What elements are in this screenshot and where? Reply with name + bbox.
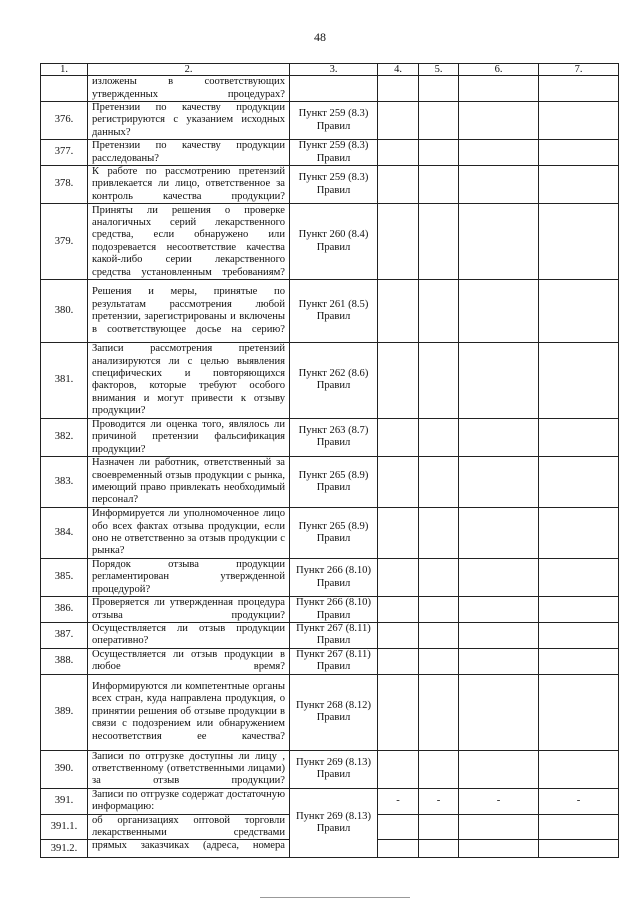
requirement-text: Приняты ли решения о проверке аналогичных серий лекарственного средства, если обнаружено или подозревается несоответствие качества какой-либо серии лекарственного средства установленным требованиям? — [88, 204, 290, 280]
answer-cell — [459, 280, 539, 343]
rule-reference: Пункт 263 (8.7) Правил — [290, 418, 378, 456]
requirement-text: об организациях оптовой торговли лекарственными средствами — [88, 814, 290, 840]
answer-cell — [459, 76, 539, 102]
requirement-text: Претензии по качеству продукции расследованы? — [88, 140, 290, 166]
answer-cell — [539, 343, 619, 418]
answer-cell — [459, 622, 539, 648]
requirement-text: Решения и меры, принятые по результатам рассмотрения любой претензии, зарегистрированы и включены в соответствующее досье на серию? — [88, 280, 290, 343]
answer-cell — [419, 597, 459, 623]
answer-cell — [378, 674, 419, 750]
rule-reference: Пункт 265 (8.9) Правил — [290, 456, 378, 507]
answer-cell — [378, 558, 419, 596]
answer-cell — [459, 456, 539, 507]
requirement-text: Назначен ли работник, ответственный за своевременный отзыв продукции с рынка, имеющий право привлекать необходимый персонал? — [88, 456, 290, 507]
answer-cell — [378, 418, 419, 456]
answer-cell — [419, 840, 459, 858]
answer-cell — [459, 558, 539, 596]
answer-cell — [539, 418, 619, 456]
answer-cell — [459, 140, 539, 166]
row-number: 386. — [41, 597, 88, 623]
answer-cell — [459, 507, 539, 558]
row-number: 389. — [41, 674, 88, 750]
row-number: 391. — [41, 788, 88, 814]
answer-cell — [459, 102, 539, 140]
table-row — [41, 204, 619, 280]
dash-mark: - — [396, 794, 400, 806]
rule-reference: Пункт 262 (8.6) Правил — [290, 343, 378, 418]
checklist-table — [40, 63, 619, 858]
answer-cell — [378, 76, 419, 102]
answer-cell — [378, 280, 419, 343]
table-row — [41, 280, 619, 343]
table-row — [41, 597, 619, 623]
row-number: 382. — [41, 418, 88, 456]
answer-cell — [539, 622, 619, 648]
row-number: 385. — [41, 558, 88, 596]
column-header: 1. — [41, 64, 88, 76]
answer-cell — [539, 788, 619, 814]
answer-cell — [459, 597, 539, 623]
answer-cell — [539, 280, 619, 343]
rule-reference: Пункт 266 (8.10) Правил — [290, 597, 378, 623]
rule-reference: Пункт 267 (8.11) Правил — [290, 648, 378, 674]
answer-cell — [419, 648, 459, 674]
requirement-text: К работе по рассмотрению претензий привлекается ли лицо, ответственное за контроль качества продукции? — [88, 166, 290, 204]
page-number: 48 — [314, 30, 326, 44]
row-number: 379. — [41, 204, 88, 280]
answer-cell — [378, 140, 419, 166]
answer-cell — [419, 166, 459, 204]
answer-cell — [419, 343, 459, 418]
rule-reference: Пункт 269 (8.13) Правил — [290, 750, 378, 788]
answer-cell — [459, 648, 539, 674]
row-number: 391.1. — [41, 814, 88, 840]
answer-cell — [419, 140, 459, 166]
answer-cell — [539, 102, 619, 140]
row-number — [41, 76, 88, 102]
table-row — [41, 788, 619, 814]
row-number: 378. — [41, 166, 88, 204]
dash-mark: - — [496, 794, 501, 806]
answer-cell — [378, 507, 419, 558]
answer-cell — [459, 343, 539, 418]
answer-cell — [539, 204, 619, 280]
answer-cell — [419, 102, 459, 140]
rule-reference: Пункт 259 (8.3) Правил — [290, 140, 378, 166]
answer-cell — [539, 507, 619, 558]
table-row — [41, 648, 619, 674]
answer-cell — [539, 840, 619, 858]
column-header: 5. — [419, 64, 459, 76]
requirement-text: Претензии по качеству продукции регистрируются с указанием исходных данных? — [88, 102, 290, 140]
row-number: 383. — [41, 456, 88, 507]
rule-reference: Пункт 265 (8.9) Правил — [290, 507, 378, 558]
answer-cell — [539, 456, 619, 507]
answer-cell — [378, 648, 419, 674]
table-row — [41, 166, 619, 204]
table-row — [41, 418, 619, 456]
answer-cell — [539, 648, 619, 674]
answer-cell — [378, 102, 419, 140]
requirement-text: Проверяется ли утвержденная процедура отзыва продукции? — [88, 597, 290, 623]
requirement-text: Проводится ли оценка того, являлось ли причиной претензии фальсификация продукции? — [88, 418, 290, 456]
requirement-text: Информируется ли уполномоченное лицо обо всех фактах отзыва продукции, если оно не ответственно за отзыв продукции с рынка? — [88, 507, 290, 558]
requirement-text: изложены в соответствующих утвержденных процедурах? — [88, 76, 290, 102]
answer-cell — [378, 343, 419, 418]
answer-cell — [419, 76, 459, 102]
answer-cell — [419, 558, 459, 596]
answer-cell — [459, 674, 539, 750]
table-row — [41, 343, 619, 418]
row-number: 381. — [41, 343, 88, 418]
answer-cell — [419, 674, 459, 750]
rule-reference: Пункт 267 (8.11) Правил — [290, 622, 378, 648]
requirement-text: Порядок отзыва продукции регламентирован утвержденной процедурой? — [88, 558, 290, 596]
answer-cell — [539, 140, 619, 166]
answer-cell — [539, 750, 619, 788]
answer-cell — [459, 750, 539, 788]
rule-reference — [290, 76, 378, 102]
table-row — [41, 622, 619, 648]
answer-cell — [419, 280, 459, 343]
row-number: 384. — [41, 507, 88, 558]
answer-cell — [378, 166, 419, 204]
answer-cell — [539, 558, 619, 596]
table-row — [41, 456, 619, 507]
answer-cell — [378, 840, 419, 858]
row-number: 387. — [41, 622, 88, 648]
row-number: 388. — [41, 648, 88, 674]
answer-cell — [459, 166, 539, 204]
requirement-text: Осуществляется ли отзыв продукции оперативно? — [88, 622, 290, 648]
answer-cell — [459, 204, 539, 280]
table-header-row — [41, 64, 619, 76]
rule-reference: Пункт 261 (8.5) Правил — [290, 280, 378, 343]
answer-cell — [419, 456, 459, 507]
column-header: 7. — [539, 64, 619, 76]
rule-reference: Пункт 266 (8.10) Правил — [290, 558, 378, 596]
answer-cell — [378, 750, 419, 788]
answer-cell — [419, 788, 459, 814]
table-row — [41, 674, 619, 750]
requirement-text: Осуществляется ли отзыв продукции в любое время? — [88, 648, 290, 674]
row-number: 391.2. — [41, 840, 88, 858]
page-edge-line — [260, 897, 410, 898]
column-header: 3. — [290, 64, 378, 76]
row-number: 377. — [41, 140, 88, 166]
table-row — [41, 750, 619, 788]
requirement-text: Записи по отгрузке доступны ли лицу , ответственному (ответственными лицами) за отзыв продукции? — [88, 750, 290, 788]
column-header: 2. — [88, 64, 290, 76]
answer-cell — [378, 597, 419, 623]
requirement-text: прямых заказчиках (адреса, номера — [88, 840, 290, 858]
answer-cell — [539, 814, 619, 840]
table-row — [41, 102, 619, 140]
answer-cell — [378, 788, 419, 814]
column-header: 6. — [459, 64, 539, 76]
answer-cell — [419, 750, 459, 788]
table-row — [41, 76, 619, 102]
answer-cell — [459, 418, 539, 456]
answer-cell — [459, 840, 539, 858]
answer-cell — [459, 814, 539, 840]
answer-cell — [539, 597, 619, 623]
answer-cell — [539, 674, 619, 750]
answer-cell — [419, 622, 459, 648]
answer-cell — [419, 814, 459, 840]
table-row — [41, 558, 619, 596]
row-number: 390. — [41, 750, 88, 788]
table-row — [41, 140, 619, 166]
rule-reference: Пункт 269 (8.13) Правил — [290, 788, 378, 858]
rule-reference: Пункт 259 (8.3) Правил — [290, 166, 378, 204]
dash-mark: - — [436, 794, 441, 806]
column-header: 4. — [378, 64, 419, 76]
answer-cell — [378, 622, 419, 648]
answer-cell — [419, 507, 459, 558]
answer-cell — [539, 76, 619, 102]
table-row — [41, 507, 619, 558]
requirement-text: Записи по отгрузке содержат достаточную информацию: — [88, 788, 290, 814]
requirement-text: Информируются ли компетентные органы всех стран, куда направлена продукция, о принятии решения об отзыве продукции в связи с подозрением или обнаружением несоответствия ее качества? — [88, 674, 290, 750]
answer-cell — [378, 456, 419, 507]
answer-cell — [419, 204, 459, 280]
answer-cell — [459, 788, 539, 814]
rule-reference: Пункт 260 (8.4) Правил — [290, 204, 378, 280]
answer-cell — [419, 418, 459, 456]
dash-mark: - — [576, 794, 581, 806]
answer-cell — [539, 166, 619, 204]
row-number: 376. — [41, 102, 88, 140]
answer-cell — [378, 814, 419, 840]
row-number: 380. — [41, 280, 88, 343]
rule-reference: Пункт 268 (8.12) Правил — [290, 674, 378, 750]
requirement-text: Записи рассмотрения претензий анализируются ли с целью выявления специфических и повторяющихся факторов, которые требуют особого внимания и могут привести к отзыву продукции? — [88, 343, 290, 418]
rule-reference: Пункт 259 (8.3) Правил — [290, 102, 378, 140]
answer-cell — [378, 204, 419, 280]
